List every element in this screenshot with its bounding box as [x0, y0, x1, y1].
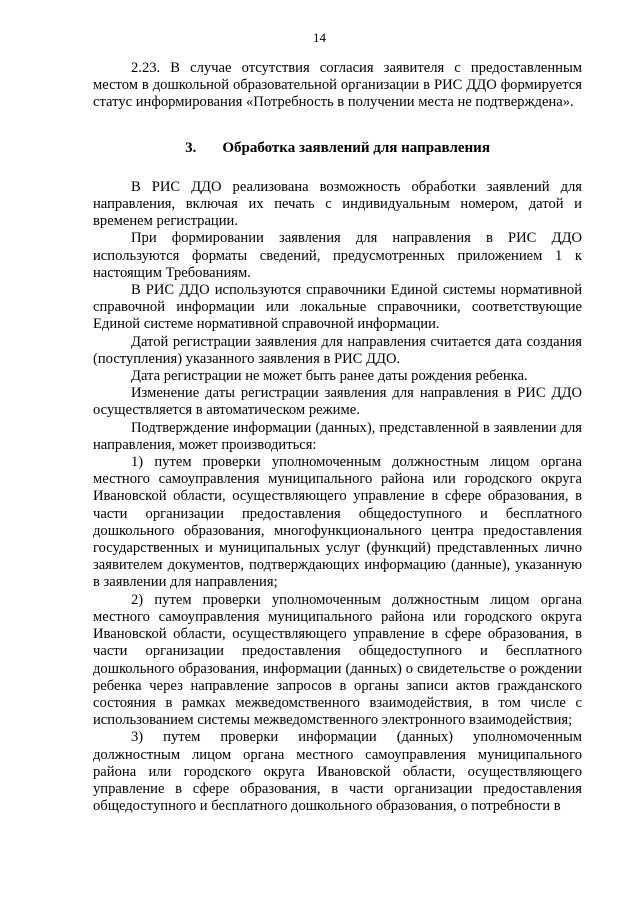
paragraph: Датой регистрации заявления для направления считается дата создания (поступления) указанного заявления в РИС ДДО. — [93, 333, 582, 367]
paragraph: Изменение даты регистрации заявления для направления в РИС ДДО осуществляется в автоматическом режиме. — [93, 385, 582, 419]
paragraph: Подтверждение информации (данных), представленной в заявлении для направления, может производиться: — [93, 419, 582, 453]
section-title: Обработка заявлений для направления — [222, 139, 490, 156]
section-heading — [93, 140, 582, 157]
list-item-3: 3) путем проверки информации (данных) уполномоченным должностным лицом органа местного самоуправления муниципального района или городского округа Ивановской области, осуществляющего управление в сфере образования, в части организации предоставления общедоступного и бесплатного дошкольного образования, о потребности в — [93, 729, 582, 815]
paragraph: В РИС ДДО используются справочники Единой системы нормативной справочной информации или локальные справочники, соответствующие Единой системе нормативной справочной информации. — [93, 282, 582, 333]
list-item-2: 2) путем проверки уполномоченным должностным лицом органа местного самоуправления муниципального района или городского округа Ивановской области, осуществляющего управление в сфере образования, в части организации предоставления общедоступного и бесплатного дошкольного образования, информации (данных) о свидетельстве о рождении ребенка через направление запросов в органы записи актов гражданского состояния в рамках межведомственного взаимодействия, в том числе с использованием системы межведомственного электронного взаимодействия; — [93, 591, 582, 729]
paragraph-2-23: 2.23. В случае отсутствия согласия заявителя с предоставленным местом в дошкольной образовательной организации в РИС ДДО формируется статус информирования «Потребность в получении места не подтверждена». — [93, 60, 582, 111]
page-number: 14 — [313, 30, 326, 45]
paragraph: Дата регистрации не может быть ранее даты рождения ребенка. — [131, 368, 528, 385]
paragraph: В РИС ДДО реализована возможность обработки заявлений для направления, включая их печать с индивидуальным номером, датой и временем регистрации. — [93, 178, 582, 230]
paragraph: При формировании заявления для направления в РИС ДДО используются форматы сведений, предусмотренных приложением 1 к настоящим Требованиям. — [93, 230, 582, 281]
document-body — [93, 60, 582, 815]
list-item-1: 1) путем проверки уполномоченным должностным лицом органа местного самоуправления муниципального района или городского округа Ивановской области, осуществляющего управление в сфере образования, в части организации предоставления общедоступного и бесплатного дошкольного образования, многофункционального центра предоставления государственных и муниципальных услуг (функций) представленных лично заявителем документов, подтверждающих информацию (данные), указанную в заявлении для направления; — [93, 454, 582, 591]
section-number: 3. — [185, 139, 197, 156]
